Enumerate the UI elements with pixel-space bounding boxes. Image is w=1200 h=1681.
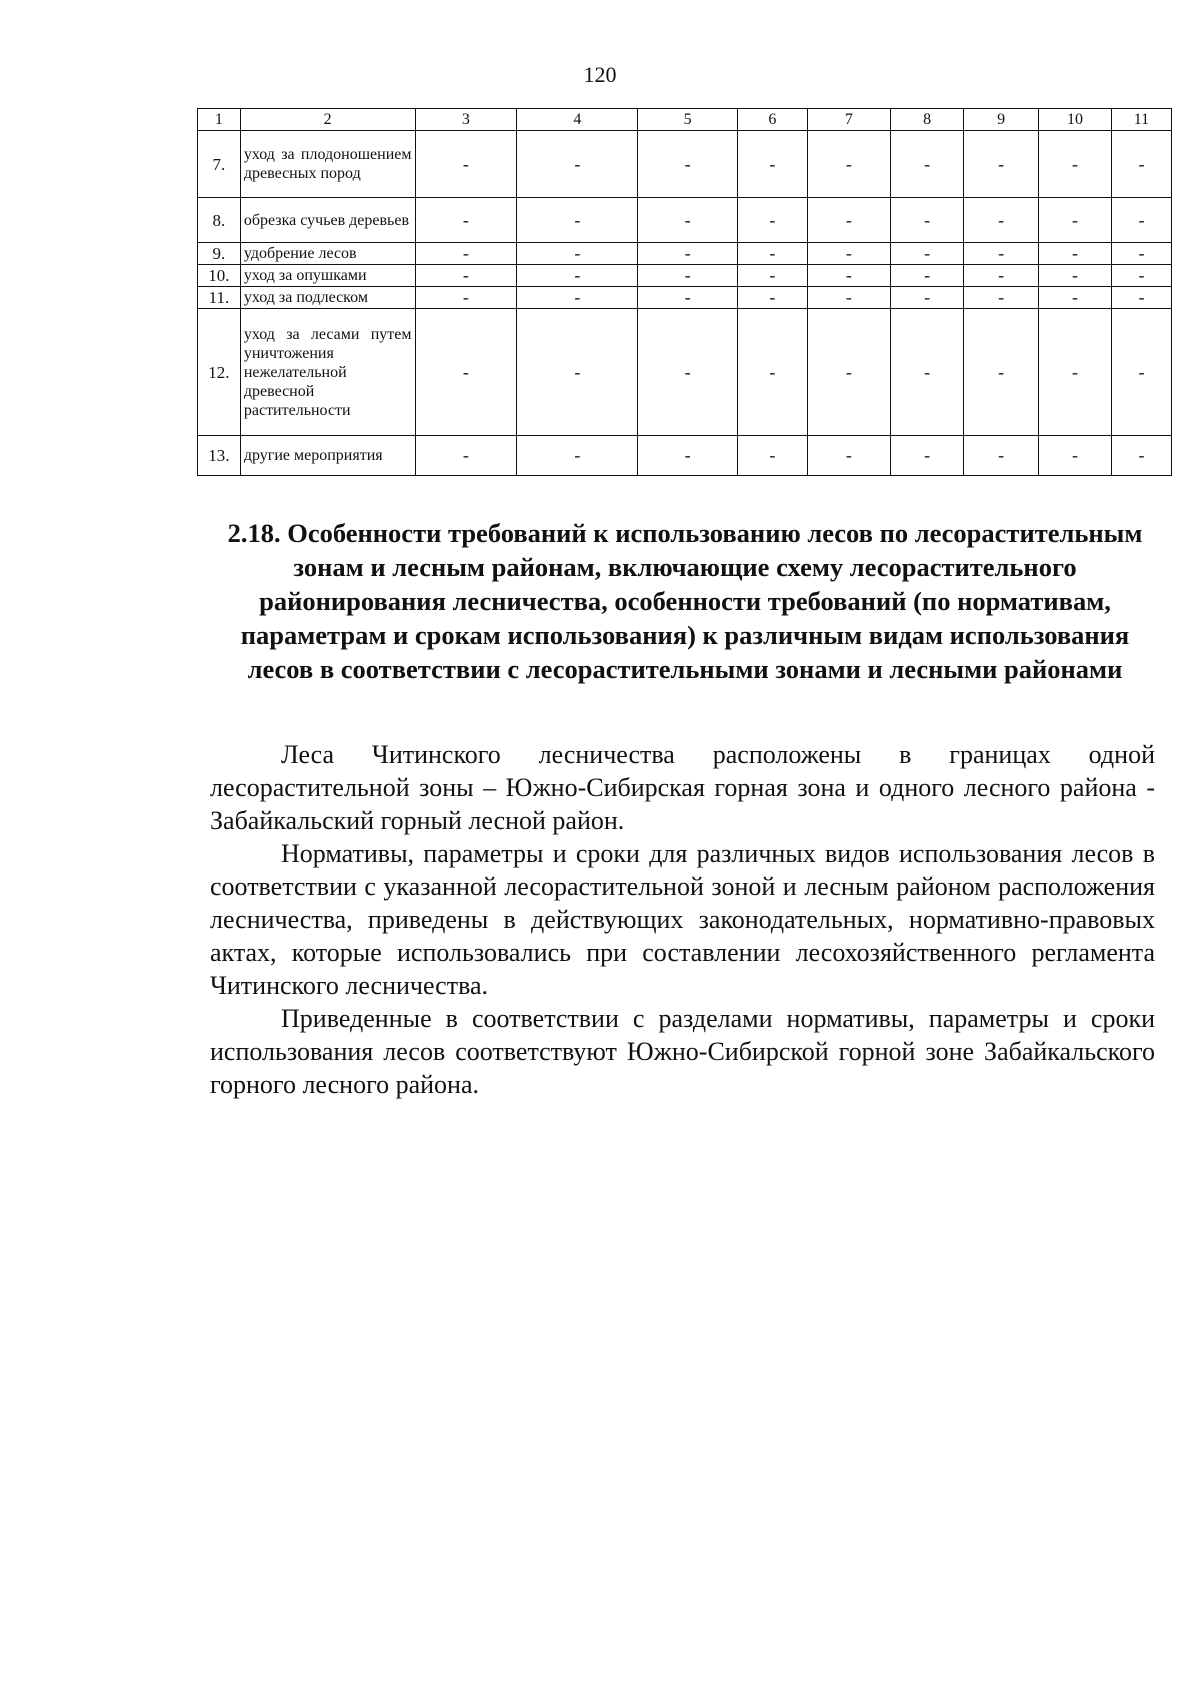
value-cell: - — [638, 243, 738, 265]
value-cell: - — [1111, 131, 1171, 198]
page-number: 120 — [583, 62, 617, 87]
activity-name: обрезка сучьев деревьев — [240, 198, 415, 243]
value-cell: - — [891, 309, 964, 436]
value-cell: - — [517, 131, 638, 198]
section-heading: 2.18. Особенности требований к использованию лесов по лесорастительным зонам и лесным районам, включающие схему лесорастительного районирования лесничества, особенности требований (по нормативам, параметрам и срокам использования) к различным видам использования лесов в соответствии с лесорастительными зонами и лесными районами — [227, 518, 1143, 684]
table-row — [198, 309, 1172, 436]
value-cell: - — [807, 265, 891, 287]
table-row — [198, 265, 1172, 287]
value-cell: - — [891, 287, 964, 309]
value-cell: - — [415, 309, 517, 436]
table-header-row — [198, 109, 1172, 131]
value-cell: - — [1039, 436, 1112, 476]
value-cell: - — [1039, 243, 1112, 265]
value-cell: - — [415, 287, 517, 309]
value-cell: - — [738, 309, 808, 436]
table-header-cell: 4 — [517, 109, 638, 131]
value-cell: - — [415, 131, 517, 198]
value-cell: - — [1111, 198, 1171, 243]
value-cell: - — [1111, 309, 1171, 436]
row-number: 7. — [198, 131, 241, 198]
value-cell: - — [1039, 265, 1112, 287]
value-cell: - — [891, 436, 964, 476]
row-number: 13. — [198, 436, 241, 476]
row-number: 9. — [198, 243, 241, 265]
activity-name: другие мероприятия — [240, 436, 415, 476]
value-cell: - — [638, 309, 738, 436]
value-cell: - — [1111, 265, 1171, 287]
table-header-cell: 5 — [638, 109, 738, 131]
activity-name: уход за плодоношением древесных пород — [240, 131, 415, 198]
value-cell: - — [638, 265, 738, 287]
paragraph: Приведенные в соответствии с разделами нормативы, параметры и сроки использования лесов соответствуют Южно-Сибирской горной зоне Забайкальского горного лесного района. — [210, 1004, 1155, 1099]
table-header-cell: 3 — [415, 109, 517, 131]
table-header-cell: 1 — [198, 109, 241, 131]
value-cell: - — [1039, 131, 1112, 198]
activity-name: уход за опушками — [240, 265, 415, 287]
row-number: 8. — [198, 198, 241, 243]
value-cell: - — [738, 131, 808, 198]
value-cell: - — [1039, 198, 1112, 243]
value-cell: - — [1111, 287, 1171, 309]
value-cell: - — [1039, 309, 1112, 436]
row-number: 12. — [198, 309, 241, 436]
table-header-cell: 6 — [738, 109, 808, 131]
value-cell: - — [517, 309, 638, 436]
value-cell: - — [964, 243, 1039, 265]
table-header-cell: 11 — [1111, 109, 1171, 131]
activity-name: уход за подлеском — [240, 287, 415, 309]
value-cell: - — [517, 287, 638, 309]
value-cell: - — [891, 198, 964, 243]
value-cell: - — [638, 436, 738, 476]
value-cell: - — [738, 265, 808, 287]
value-cell: - — [1111, 436, 1171, 476]
row-number: 11. — [198, 287, 241, 309]
value-cell: - — [1039, 287, 1112, 309]
value-cell: - — [738, 287, 808, 309]
activity-name: уход за лесами путем уничтожения нежелательной древесной растительности — [240, 309, 415, 436]
section-body — [210, 738, 1155, 1101]
value-cell: - — [517, 243, 638, 265]
value-cell: - — [807, 287, 891, 309]
value-cell: - — [807, 198, 891, 243]
row-number: 10. — [198, 265, 241, 287]
value-cell: - — [415, 265, 517, 287]
paragraph: Нормативы, параметры и сроки для различных видов использования лесов в соответствии с указанной лесорастительной зоной и лесным районом расположения лесничества, приведены в действующих законодательных, нормативно-правовых актах, которые использовались при составлении лесохозяйственного регламента Читинского лесничества. — [210, 839, 1155, 1000]
table-header-cell: 10 — [1039, 109, 1112, 131]
value-cell: - — [738, 198, 808, 243]
value-cell: - — [807, 243, 891, 265]
value-cell: - — [517, 436, 638, 476]
table-body — [198, 131, 1172, 476]
paragraph: Леса Читинского лесничества расположены в границах одной лесорастительной зоны – Южно-Сибирская горная зона и одного лесного района - Забайкальский горный лесной район. — [210, 740, 1155, 835]
table-header-cell: 8 — [891, 109, 964, 131]
value-cell: - — [807, 309, 891, 436]
value-cell: - — [807, 436, 891, 476]
value-cell: - — [415, 198, 517, 243]
value-cell: - — [415, 243, 517, 265]
value-cell: - — [964, 287, 1039, 309]
table-row — [198, 287, 1172, 309]
table-header-cell: 9 — [964, 109, 1039, 131]
table-header-cell: 7 — [807, 109, 891, 131]
value-cell: - — [891, 243, 964, 265]
value-cell: - — [517, 265, 638, 287]
value-cell: - — [415, 436, 517, 476]
activities-table — [197, 108, 1172, 476]
activity-name: удобрение лесов — [240, 243, 415, 265]
value-cell: - — [738, 436, 808, 476]
table-row — [198, 131, 1172, 198]
table-header-cell: 2 — [240, 109, 415, 131]
value-cell: - — [638, 287, 738, 309]
value-cell: - — [891, 265, 964, 287]
value-cell: - — [738, 243, 808, 265]
value-cell: - — [964, 131, 1039, 198]
value-cell: - — [638, 131, 738, 198]
value-cell: - — [638, 198, 738, 243]
value-cell: - — [964, 309, 1039, 436]
value-cell: - — [964, 198, 1039, 243]
table-row — [198, 198, 1172, 243]
value-cell: - — [517, 198, 638, 243]
table-row — [198, 243, 1172, 265]
value-cell: - — [964, 265, 1039, 287]
value-cell: - — [964, 436, 1039, 476]
table-row — [198, 436, 1172, 476]
value-cell: - — [807, 131, 891, 198]
value-cell: - — [1111, 243, 1171, 265]
value-cell: - — [891, 131, 964, 198]
